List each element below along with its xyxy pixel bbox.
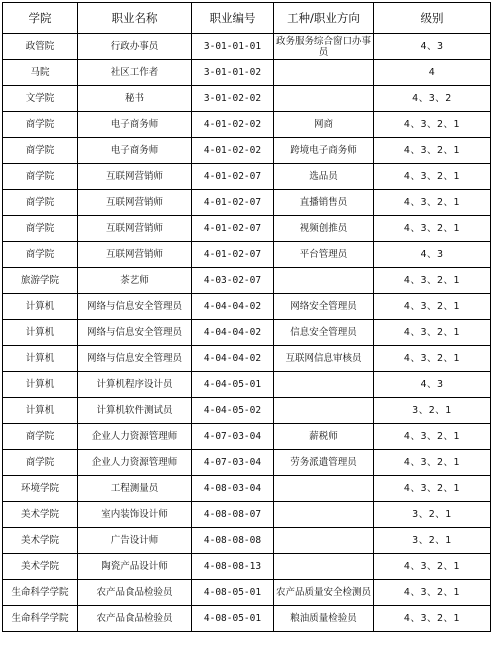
cell-college: 计算机: [3, 320, 78, 346]
table-row: [3, 294, 491, 320]
cell-job-direction: 选品员: [274, 164, 374, 190]
cell-job-direction: 平台管理员: [274, 242, 374, 268]
cell-college: 美术学院: [3, 502, 78, 528]
table-row: [3, 190, 491, 216]
cell-job-direction: 直播销售员: [274, 190, 374, 216]
cell-occupation-code: 4-03-02-07: [192, 268, 274, 294]
cell-level: 4、3、2、1: [374, 320, 491, 346]
cell-occupation-name: 茶艺师: [78, 268, 192, 294]
cell-occupation-code: 4-07-03-04: [192, 424, 274, 450]
cell-occupation-code: 4-01-02-02: [192, 138, 274, 164]
header-level: 级别: [374, 3, 491, 34]
cell-college: 生命科学学院: [3, 606, 78, 632]
table-row: [3, 580, 491, 606]
cell-college: 商学院: [3, 112, 78, 138]
table-row: [3, 346, 491, 372]
cell-job-direction: 网商: [274, 112, 374, 138]
header-college: 学院: [3, 3, 78, 34]
cell-job-direction: [274, 398, 374, 424]
cell-occupation-name: 企业人力资源管理师: [78, 424, 192, 450]
table-row: [3, 398, 491, 424]
cell-occupation-code: 3-01-02-02: [192, 86, 274, 112]
table-row: [3, 372, 491, 398]
cell-job-direction: 政务服务综合窗口办事员: [274, 34, 374, 60]
cell-college: 商学院: [3, 424, 78, 450]
table-row: [3, 606, 491, 632]
cell-college: 旅游学院: [3, 268, 78, 294]
cell-occupation-code: 4-04-04-02: [192, 346, 274, 372]
cell-college: 生命科学学院: [3, 580, 78, 606]
table-row: [3, 164, 491, 190]
header-occupation-name: 职业名称: [78, 3, 192, 34]
cell-occupation-code: 3-01-01-02: [192, 60, 274, 86]
cell-level: 4、3、2、1: [374, 216, 491, 242]
cell-occupation-name: 广告设计师: [78, 528, 192, 554]
cell-college: 商学院: [3, 138, 78, 164]
cell-level: 4、3: [374, 242, 491, 268]
table-row: [3, 112, 491, 138]
cell-college: 商学院: [3, 242, 78, 268]
cell-level: 3、2、1: [374, 398, 491, 424]
cell-occupation-name: 秘书: [78, 86, 192, 112]
cell-college: 商学院: [3, 450, 78, 476]
table-row: [3, 476, 491, 502]
cell-college: 商学院: [3, 216, 78, 242]
header-job-direction: 工种/职业方向: [274, 3, 374, 34]
cell-college: 政管院: [3, 34, 78, 60]
cell-job-direction: [274, 554, 374, 580]
cell-occupation-name: 网络与信息安全管理员: [78, 320, 192, 346]
table-row: [3, 320, 491, 346]
cell-job-direction: 信息安全管理员: [274, 320, 374, 346]
cell-level: 3、2、1: [374, 528, 491, 554]
table-row: [3, 424, 491, 450]
cell-occupation-code: 4-01-02-07: [192, 242, 274, 268]
cell-level: 4、3、2、1: [374, 450, 491, 476]
cell-level: 4、3、2、1: [374, 606, 491, 632]
cell-occupation-code: 4-04-05-01: [192, 372, 274, 398]
cell-occupation-name: 计算机软件测试员: [78, 398, 192, 424]
cell-job-direction: [274, 86, 374, 112]
cell-occupation-code: 4-08-03-04: [192, 476, 274, 502]
cell-college: 计算机: [3, 294, 78, 320]
cell-level: 4、3、2、1: [374, 268, 491, 294]
cell-college: 环境学院: [3, 476, 78, 502]
cell-occupation-name: 互联网营销师: [78, 190, 192, 216]
cell-level: 4、3、2、1: [374, 112, 491, 138]
cell-level: 4、3、2、1: [374, 424, 491, 450]
cell-occupation-name: 互联网营销师: [78, 242, 192, 268]
cell-occupation-code: 4-01-02-07: [192, 216, 274, 242]
cell-job-direction: 农产品质量安全检测员: [274, 580, 374, 606]
cell-job-direction: 粮油质量检验员: [274, 606, 374, 632]
cell-occupation-code: 4-07-03-04: [192, 450, 274, 476]
cell-occupation-name: 互联网营销师: [78, 164, 192, 190]
cell-occupation-name: 工程测量员: [78, 476, 192, 502]
cell-level: 4、3、2、1: [374, 164, 491, 190]
cell-occupation-code: 4-04-04-02: [192, 320, 274, 346]
cell-occupation-name: 电子商务师: [78, 112, 192, 138]
cell-level: 4、3、2、1: [374, 190, 491, 216]
cell-job-direction: 薪税师: [274, 424, 374, 450]
cell-occupation-code: 4-01-02-07: [192, 164, 274, 190]
table-row: [3, 268, 491, 294]
cell-occupation-code: 4-08-05-01: [192, 580, 274, 606]
cell-college: 商学院: [3, 164, 78, 190]
cell-level: 4: [374, 60, 491, 86]
cell-job-direction: 视频创推员: [274, 216, 374, 242]
cell-job-direction: 跨境电子商务师: [274, 138, 374, 164]
cell-level: 4、3、2、1: [374, 294, 491, 320]
cell-job-direction: 互联网信息审核员: [274, 346, 374, 372]
cell-level: 4、3、2、1: [374, 138, 491, 164]
cell-college: 美术学院: [3, 554, 78, 580]
table-row: [3, 450, 491, 476]
cell-level: 4、3、2、1: [374, 554, 491, 580]
cell-occupation-code: 4-01-02-02: [192, 112, 274, 138]
table-row: [3, 138, 491, 164]
cell-level: 4、3: [374, 34, 491, 60]
cell-occupation-name: 社区工作者: [78, 60, 192, 86]
cell-occupation-name: 陶瓷产品设计师: [78, 554, 192, 580]
cell-college: 计算机: [3, 372, 78, 398]
cell-college: 文学院: [3, 86, 78, 112]
cell-college: 美术学院: [3, 528, 78, 554]
cell-level: 3、2、1: [374, 502, 491, 528]
table-row: [3, 86, 491, 112]
header-row: [3, 3, 491, 34]
cell-occupation-code: 4-08-05-01: [192, 606, 274, 632]
cell-job-direction: [274, 372, 374, 398]
cell-level: 4、3、2、1: [374, 346, 491, 372]
cell-college: 计算机: [3, 398, 78, 424]
cell-job-direction: [274, 502, 374, 528]
cell-level: 4、3: [374, 372, 491, 398]
cell-college: 马院: [3, 60, 78, 86]
cell-occupation-name: 网络与信息安全管理员: [78, 294, 192, 320]
cell-level: 4、3、2、1: [374, 580, 491, 606]
cell-occupation-code: 4-04-04-02: [192, 294, 274, 320]
cell-occupation-name: 网络与信息安全管理员: [78, 346, 192, 372]
table-row: [3, 216, 491, 242]
cell-college: 商学院: [3, 190, 78, 216]
table-row: [3, 554, 491, 580]
cell-occupation-name: 行政办事员: [78, 34, 192, 60]
cell-level: 4、3、2: [374, 86, 491, 112]
occupation-table: [2, 2, 491, 632]
cell-occupation-code: 4-08-08-08: [192, 528, 274, 554]
cell-occupation-code: 4-08-08-13: [192, 554, 274, 580]
cell-occupation-name: 农产品食品检验员: [78, 606, 192, 632]
cell-job-direction: [274, 476, 374, 502]
cell-job-direction: [274, 60, 374, 86]
header-occupation-code: 职业编号: [192, 3, 274, 34]
cell-job-direction: 劳务派遣管理员: [274, 450, 374, 476]
table-row: [3, 60, 491, 86]
table-row: [3, 528, 491, 554]
cell-level: 4、3、2、1: [374, 476, 491, 502]
cell-job-direction: 网络安全管理员: [274, 294, 374, 320]
cell-occupation-name: 电子商务师: [78, 138, 192, 164]
cell-job-direction: [274, 528, 374, 554]
cell-job-direction: [274, 268, 374, 294]
cell-occupation-name: 室内装饰设计师: [78, 502, 192, 528]
cell-occupation-code: 4-08-08-07: [192, 502, 274, 528]
table-row: [3, 242, 491, 268]
cell-occupation-code: 3-01-01-01: [192, 34, 274, 60]
cell-occupation-name: 企业人力资源管理师: [78, 450, 192, 476]
cell-occupation-name: 互联网营销师: [78, 216, 192, 242]
table-body: [3, 34, 491, 632]
cell-college: 计算机: [3, 346, 78, 372]
cell-occupation-code: 4-01-02-07: [192, 190, 274, 216]
cell-occupation-name: 农产品食品检验员: [78, 580, 192, 606]
cell-occupation-name: 计算机程序设计员: [78, 372, 192, 398]
table-row: [3, 34, 491, 60]
table-row: [3, 502, 491, 528]
cell-occupation-code: 4-04-05-02: [192, 398, 274, 424]
